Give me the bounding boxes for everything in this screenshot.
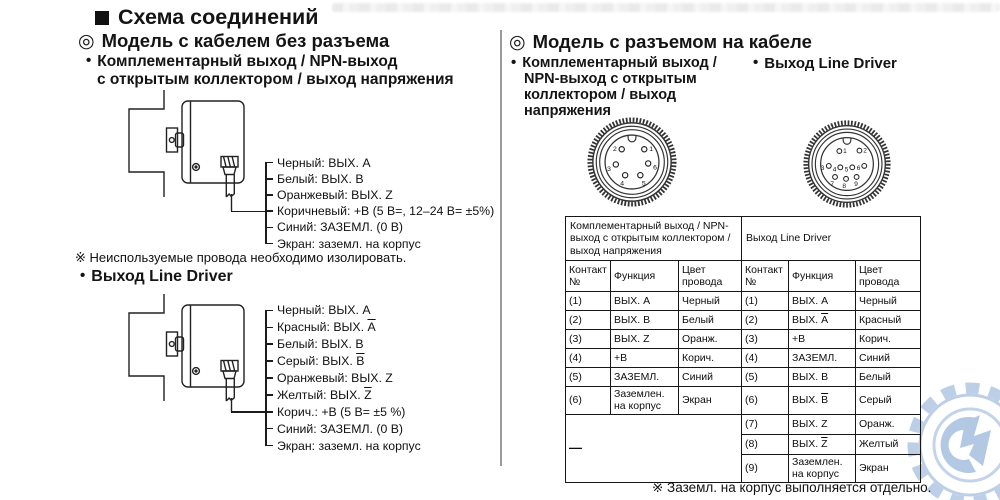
table-cell-empty-dash: —: [566, 414, 742, 482]
left-output-type-line2: с открытым коллектором / выход напряжения: [97, 71, 454, 88]
wire-label: Черный: ВЫХ. A: [277, 155, 371, 170]
table-cell: Черный: [679, 292, 742, 311]
cable: [226, 379, 234, 402]
page-title-text: Схема соединений: [118, 5, 319, 29]
pin-label: 8: [842, 182, 846, 190]
flange-screw: [169, 138, 174, 143]
right-line-driver-text: Выход Line Driver: [764, 55, 897, 72]
section-square-icon: [95, 11, 109, 25]
wire-label-row: [265, 319, 421, 336]
table-cell: Черный: [856, 292, 921, 311]
connector-6pin-diagram: [585, 115, 679, 209]
gland-hatch: [224, 157, 235, 168]
pin-3: [613, 162, 618, 167]
pin-9: [854, 175, 859, 180]
knurled-ring: [590, 120, 674, 204]
col-header-pin: Контакт №: [742, 261, 789, 292]
table-cell: Белый: [856, 368, 921, 387]
table-cell: (7): [742, 414, 789, 434]
keying-notch: [843, 138, 851, 144]
pin-7: [833, 175, 838, 180]
col-header-function: Функция: [611, 261, 679, 292]
pin-label: 1: [843, 147, 847, 155]
right-note: ※ Заземл. на корпус выполняется отдельно.: [652, 480, 932, 495]
pin-label: 6: [653, 164, 657, 172]
wire-label-row: [265, 219, 494, 235]
table-cell: +B: [611, 349, 679, 368]
table-cell: ВЫХ. A: [611, 292, 679, 311]
pin-label: 5: [844, 166, 849, 174]
gland-taper: [223, 167, 236, 175]
col-header-color: Цвет провода: [679, 261, 742, 292]
wire-label-row: [265, 336, 421, 353]
table-cell: Заземлен. на корпус: [789, 454, 856, 482]
right-line-driver-heading: [753, 55, 897, 72]
heading-cable-model-text: Модель с кабелем без разъема: [101, 30, 390, 51]
pin-label: 4: [832, 166, 837, 174]
pin-label: 2: [612, 146, 617, 154]
table-cell: Оранж.: [679, 330, 742, 349]
table-cell: (6): [566, 387, 611, 415]
pin-3: [826, 164, 831, 169]
pin-label: 7: [830, 181, 834, 189]
cable: [226, 175, 234, 198]
table-cell: Экран: [679, 387, 742, 415]
pin-label: 5: [641, 180, 646, 188]
pin-assignment-table: [565, 216, 921, 483]
pin-5: [850, 165, 855, 170]
table-cell: Экран: [856, 454, 921, 482]
table-cell: +B: [789, 330, 856, 349]
table-cell: (6): [742, 387, 789, 415]
pin-label: 6: [856, 165, 861, 173]
body-screw-center: [195, 370, 197, 372]
mounting-wall-line: [129, 90, 164, 197]
pin-4: [623, 173, 628, 178]
connector-ring-2: [596, 126, 667, 197]
pin-1: [837, 149, 842, 154]
table-cell: ВЫХ. Z: [789, 414, 856, 434]
connector-ring-3: [815, 132, 878, 195]
cable-to-label-line-1: [231, 211, 266, 213]
table-cell: (5): [742, 368, 789, 387]
table-cell: ВЫХ. $\overline{A}$: [789, 311, 856, 330]
connector-9pin-diagram: [801, 118, 893, 210]
bullet-icon: •: [80, 267, 86, 284]
pin-label: 1: [649, 146, 653, 154]
table-cell: ВЫХ. Z: [611, 330, 679, 349]
knurled-ring: [806, 123, 888, 205]
left-note: ※ Неиспользуемые провода необходимо изолировать.: [75, 250, 407, 265]
table-cell: (5): [566, 368, 611, 387]
table-cell: (8): [742, 434, 789, 454]
heading-cable-model: [78, 30, 389, 52]
pin-4: [838, 165, 843, 170]
table-cell: (2): [742, 311, 789, 330]
pin-2: [857, 148, 862, 153]
right-output-type-text: Комплементарный выход /: [522, 55, 717, 71]
wire-label-row: [265, 171, 494, 187]
wire-label-row: [265, 155, 494, 171]
wire-label: Черный: ВЫХ. A: [277, 303, 371, 318]
table-cell: Заземлен. на корпус: [611, 387, 679, 415]
body-screw-center: [195, 166, 197, 168]
table-cell: (9): [742, 454, 789, 482]
double-circle-icon: ◎: [509, 31, 526, 53]
wire-label: Красный: ВЫХ. $\overline{A}$: [277, 320, 376, 335]
wire-brace-line: [265, 163, 267, 244]
connector-ring-3: [600, 130, 665, 195]
flange-screw: [169, 342, 174, 347]
wire-list-npn: [265, 155, 494, 252]
table-cell: Желтый: [856, 434, 921, 454]
table-cell: (3): [742, 330, 789, 349]
heading-connector-model-text: Модель с разъемом на кабеле: [532, 31, 812, 52]
faded-scan-artifact-band: [332, 3, 1000, 12]
pin-1: [642, 147, 647, 152]
pin-2: [619, 147, 624, 152]
gland-taper: [223, 371, 236, 379]
table-cell: Красный: [856, 311, 921, 330]
left-line-driver-heading: [80, 268, 233, 286]
wire-label: Синий: ЗАЗЕМЛ. (0 В): [277, 421, 404, 436]
table-group-header-npn: Комплементарный выход / NPN-выход с открытым коллектором / выход напряжения: [566, 217, 742, 261]
right-output-type-line2: NPN-выход с открытым: [524, 71, 697, 87]
table-cell: Серый: [856, 387, 921, 415]
table-cell: ВЫХ. A: [789, 292, 856, 311]
wire-label-row: [265, 203, 494, 219]
encoder-side-view-diagram-2: [100, 292, 250, 419]
right-output-type-line1: [511, 55, 717, 72]
wire-label-row: [265, 386, 421, 403]
table-cell: Корич.: [856, 330, 921, 349]
pin-label: 9: [854, 181, 858, 189]
wire-label: Экран: заземл. на корпус: [277, 236, 421, 251]
wire-label-row: [265, 437, 421, 454]
wire-label: Коричневый: +B (5 В=, 12–24 В= ±5%): [277, 204, 495, 219]
pin-label: 2: [863, 147, 867, 155]
heading-connector-model: [509, 31, 812, 53]
table-cell: (3): [566, 330, 611, 349]
wire-label-row: [265, 370, 421, 387]
wire-label-row: [265, 353, 421, 370]
page-title: [95, 5, 318, 30]
table-cell: ЗАЗЕМЛ.: [611, 368, 679, 387]
wire-label: Синий: ЗАЗЕМЛ. (0 В): [277, 220, 404, 235]
table-cell: (1): [742, 292, 789, 311]
table-cell: (4): [742, 349, 789, 368]
table-cell: Синий: [679, 368, 742, 387]
table-cell: ЗАЗЕМЛ.: [789, 349, 856, 368]
table-cell: Оранж.: [856, 414, 921, 434]
bullet-icon: •: [753, 54, 759, 71]
right-output-type-line3: коллектором / выход: [524, 87, 677, 103]
wire-label-row: [265, 187, 494, 203]
bullet-icon: •: [511, 54, 517, 71]
pin-5: [638, 173, 643, 178]
left-output-type-line1: [86, 53, 397, 71]
pin-label: 4: [620, 180, 625, 188]
wire-label-row: [265, 420, 421, 437]
wire-label-row: [265, 302, 421, 319]
table-group-header-line-driver: Выход Line Driver: [742, 217, 921, 261]
wire-label: Корич.: +B (5 В= ±5 %): [277, 404, 406, 419]
col-header-function: Функция: [789, 261, 856, 292]
pin-label: 3: [607, 165, 611, 173]
cable-cut: [226, 194, 234, 197]
keying-notch: [628, 135, 636, 141]
table-cell: Корич.: [679, 349, 742, 368]
bullet-icon: •: [86, 52, 92, 69]
table-cell: (1): [566, 292, 611, 311]
pin-6: [646, 161, 651, 166]
left-line-driver-text: Выход Line Driver: [91, 268, 233, 285]
table-cell: Синий: [856, 349, 921, 368]
pin-label: 3: [820, 165, 825, 173]
table-cell: ВЫХ. $\overline{B}$: [789, 387, 856, 415]
wire-list-line-driver: [265, 302, 421, 454]
pin-6: [862, 164, 867, 169]
table-cell: (2): [566, 311, 611, 330]
gland-hatch: [224, 361, 235, 372]
pin-8: [844, 176, 849, 181]
right-output-type-line4: напряжения: [524, 103, 611, 119]
mounting-wall-line: [129, 294, 164, 401]
left-output-type-text1: Комплементарный выход / NPN-выход: [97, 53, 398, 70]
wire-label: Серый: ВЫХ. $\overline{B}$: [277, 354, 365, 369]
double-circle-icon: ◎: [78, 30, 95, 52]
cable-cut: [226, 398, 234, 401]
wire-brace-line: [265, 310, 267, 445]
col-header-color: Цвет провода: [856, 261, 921, 292]
wire-label: Экран: заземл. на корпус: [277, 438, 421, 453]
column-divider-line: [500, 30, 502, 466]
wire-label-row: [265, 403, 421, 420]
table-cell: ВЫХ. $\overline{Z}$: [789, 434, 856, 454]
col-header-pin: Контакт №: [566, 261, 611, 292]
wire-label: Белый: ВЫХ. B: [277, 171, 364, 186]
wire-label: Белый: ВЫХ. B: [277, 337, 364, 352]
wire-label: Оранжевый: ВЫХ. Z: [277, 371, 393, 385]
cable-to-label-line-2: [231, 411, 266, 413]
wire-label: Желтый: ВЫХ. $\overline{Z}$: [277, 387, 372, 402]
table-cell: ВЫХ. B: [611, 311, 679, 330]
wire-label: Оранжевый: ВЫХ. Z: [277, 187, 393, 202]
connector-ring-2: [812, 129, 882, 199]
table-cell: ВЫХ. B: [789, 368, 856, 387]
table-cell: Белый: [679, 311, 742, 330]
encoder-side-view-diagram-1: [100, 88, 250, 215]
table-cell: (4): [566, 349, 611, 368]
